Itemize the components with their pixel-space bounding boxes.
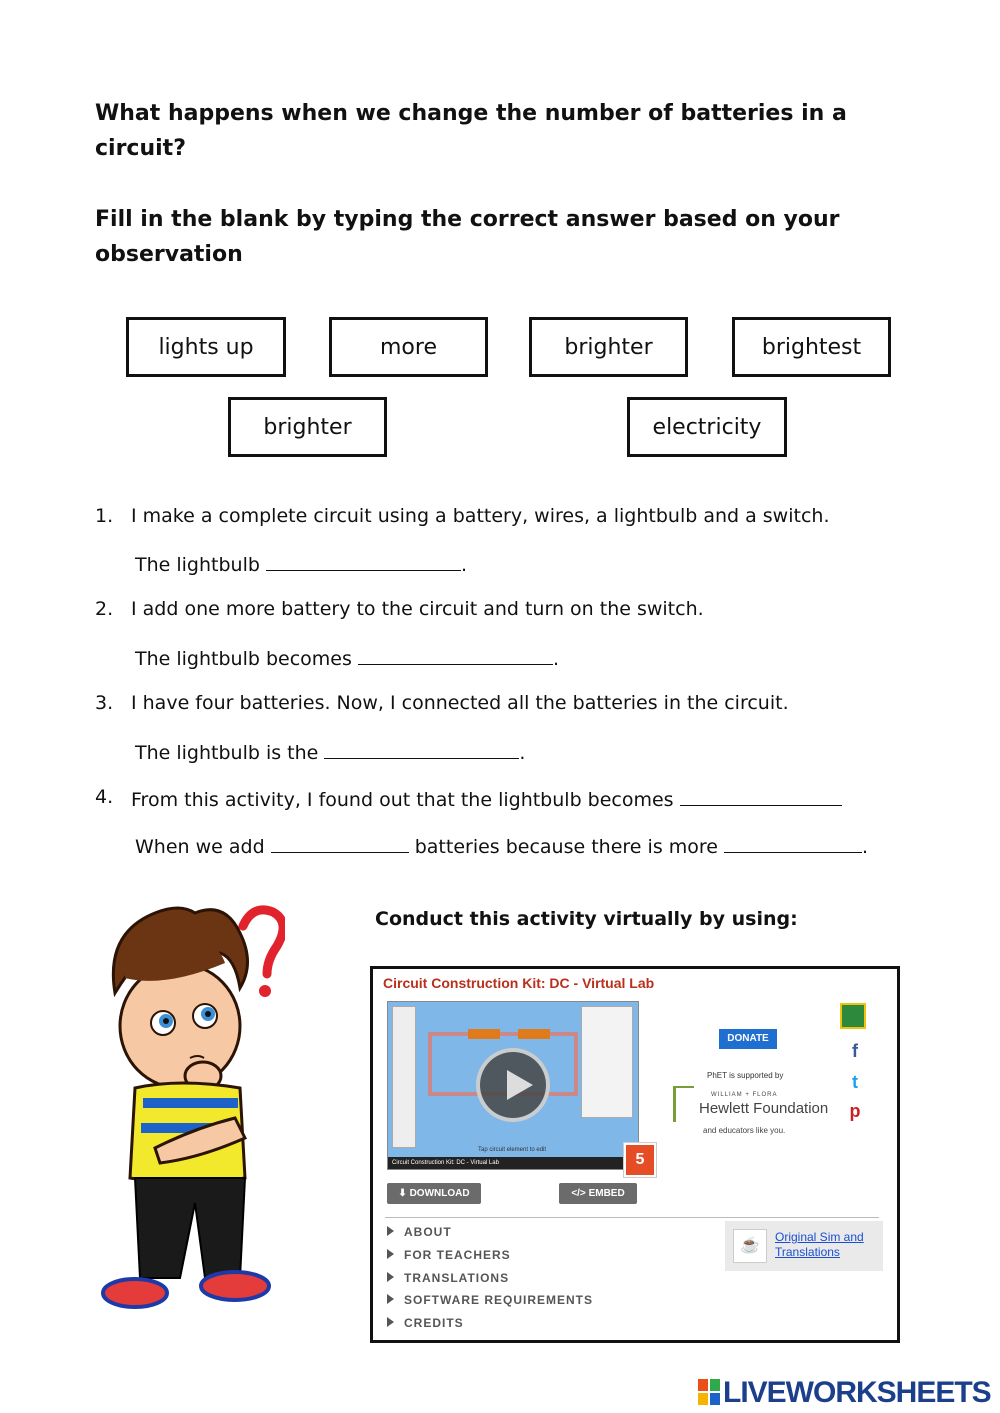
answer-1-line [135,551,467,576]
play-icon[interactable] [476,1048,550,1122]
phet-title[interactable]: Circuit Construction Kit: DC - Virtual Lab [383,975,655,991]
divider [385,1217,879,1218]
word-lights-up[interactable]: lights up [126,317,286,377]
answer-2-prefix: The lightbulb becomes [135,648,358,670]
instruction: Fill in the blank by typing the correct answer based on your observation [95,207,840,267]
caret-right-icon [387,1226,394,1236]
question-2-number: 2. [95,598,114,620]
menu-credits-label: CREDITS [404,1316,464,1330]
word-electricity[interactable]: electricity [627,397,787,457]
question-4-text: From this activity, I found out that the lightbulb becomes [131,789,680,811]
question-4-line-1 [131,786,842,811]
answer-4-prefix: When we add [135,836,271,858]
thinking-boy-illustration [95,898,285,1328]
phet-simulation-panel[interactable] [370,966,900,1343]
answer-3-line [135,739,525,764]
menu-about[interactable] [387,1225,452,1239]
sim-preview[interactable] [387,1001,639,1170]
brand-text: LIVEWORKSHEETS [723,1376,991,1409]
answer-4-line [135,833,868,858]
embed-button[interactable]: </> EMBED [559,1183,637,1204]
original-sim-link[interactable]: Original Sim and Translations [775,1230,864,1259]
question-3-number: 3. [95,692,114,714]
circuit-wire-top [428,1032,578,1036]
answer-4-blank-1[interactable] [680,786,842,806]
word-brighter[interactable]: brighter [529,317,688,377]
menu-software-requirements-label: SOFTWARE REQUIREMENTS [404,1293,594,1307]
word-brightest[interactable]: brightest [732,317,891,377]
supported-by-text: PhET is supported by [707,1071,784,1080]
answer-1-suffix: . [460,554,468,576]
caret-right-icon [387,1272,394,1282]
question-2-text: I add one more battery to the circuit and turn on the switch. [131,598,704,620]
google-classroom-icon[interactable] [840,1003,866,1029]
embed-label: EMBED [588,1188,625,1199]
conduct-text: Conduct this activity virtually by using: [375,908,798,930]
download-button[interactable]: ⬇ DOWNLOAD [387,1183,481,1204]
menu-for-teachers-label: FOR TEACHERS [404,1248,511,1262]
answer-3-blank[interactable] [324,739,519,759]
answer-3-suffix: . [519,742,526,764]
answer-2-suffix: . [552,648,559,670]
answer-4-suffix: . [862,836,869,858]
caret-right-icon [387,1294,394,1304]
hewlett-small-text: WILLIAM + FLORA [711,1092,778,1098]
question-4-number: 4. [95,786,114,808]
liveworksheets-icon [698,1379,720,1405]
answer-4-blank-2[interactable] [271,833,409,853]
menu-software-requirements[interactable] [387,1293,593,1307]
download-label: DOWNLOAD [409,1188,470,1199]
hewlett-foundation[interactable]: Hewlett Foundation [699,1100,829,1117]
liveworksheets-logo [698,1376,991,1410]
answer-1-prefix: The lightbulb [135,554,266,576]
question-1-number: 1. [95,505,114,527]
menu-translations-label: TRANSLATIONS [404,1271,510,1285]
menu-translations[interactable] [387,1271,509,1285]
answer-2-line [135,645,559,670]
question-3-text: I have four batteries. Now, I connected all the batteries in the circuit. [131,692,789,714]
answer-4-middle: batteries because there is more [408,836,725,858]
educators-text: and educators like you. [703,1126,786,1135]
question-title: What happens when we change the number of batteries in a circuit? [95,101,847,161]
answer-3-prefix: The lightbulb is the [135,742,325,764]
caret-right-icon [387,1317,394,1327]
battery-icon [468,1029,500,1039]
sim-status-bar: Circuit Construction Kit: DC - Virtual Lab [388,1157,638,1169]
sim-control-panel [581,1006,633,1118]
facebook-icon[interactable]: f [852,1041,858,1061]
menu-credits[interactable] [387,1316,464,1330]
java-icon: ☕ [733,1229,767,1263]
circuit-wire-right [574,1032,578,1096]
hewlett-logo-icon [673,1086,694,1122]
menu-about-label: ABOUT [404,1225,452,1239]
word-brighter-2[interactable]: brighter [228,397,387,457]
original-sim-box [725,1221,883,1271]
donate-button[interactable]: DONATE [719,1029,777,1049]
menu-for-teachers[interactable] [387,1248,511,1262]
answer-2-blank[interactable] [358,645,553,665]
sim-caption: Tap circuit element to edit [478,1147,547,1153]
battery-icon [518,1029,550,1039]
twitter-icon[interactable]: t [852,1072,858,1092]
answer-4-blank-3[interactable] [724,833,862,853]
html5-icon: 5 [624,1143,656,1177]
pinterest-icon[interactable]: p [849,1101,861,1121]
word-more[interactable]: more [329,317,488,377]
caret-right-icon [387,1249,394,1259]
question-1-text: I make a complete circuit using a battery, wires, a lightbulb and a switch. [131,505,830,527]
sim-toolbox [392,1006,416,1148]
answer-1-blank[interactable] [266,551,461,571]
circuit-wire-left [428,1032,432,1096]
